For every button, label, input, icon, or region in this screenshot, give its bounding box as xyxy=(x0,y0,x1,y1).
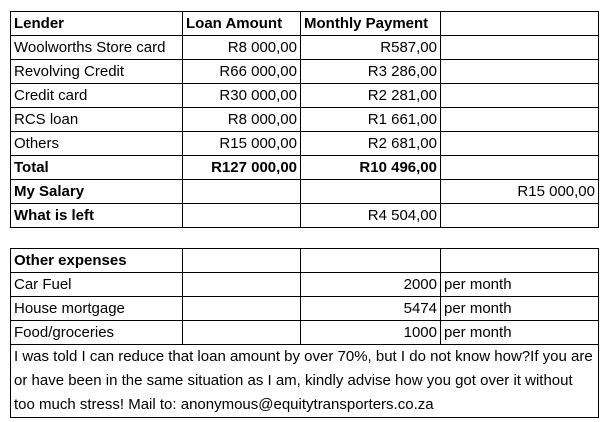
monthly-payment-cell[interactable]: R1 661,00 xyxy=(301,108,441,132)
expense-label[interactable]: House mortgage xyxy=(11,297,183,321)
empty-cell[interactable] xyxy=(11,228,183,249)
what-is-left-value[interactable]: R4 504,00 xyxy=(301,204,441,228)
header-lender[interactable]: Lender xyxy=(11,12,183,36)
monthly-payment-cell[interactable]: R2 281,00 xyxy=(301,84,441,108)
loan-amount-cell[interactable]: R66 000,00 xyxy=(183,60,301,84)
empty-cell[interactable] xyxy=(183,273,301,297)
other-expenses-header-row xyxy=(11,249,599,273)
salary-label[interactable]: My Salary xyxy=(11,180,183,204)
loan-amount-cell[interactable]: R15 000,00 xyxy=(183,132,301,156)
total-loan-amount[interactable]: R127 000,00 xyxy=(183,156,301,180)
monthly-payment-cell[interactable]: R587,00 xyxy=(301,36,441,60)
budget-table xyxy=(10,11,599,418)
expense-label[interactable]: Food/groceries xyxy=(11,321,183,345)
total-row xyxy=(11,156,599,180)
expense-label[interactable]: Car Fuel xyxy=(11,273,183,297)
lender-cell[interactable]: Others xyxy=(11,132,183,156)
blank-row xyxy=(11,228,599,249)
expense-unit[interactable]: per month xyxy=(441,297,599,321)
expense-unit[interactable]: per month xyxy=(441,321,599,345)
header-loan-amount[interactable]: Loan Amount xyxy=(183,12,301,36)
loan-row xyxy=(11,84,599,108)
empty-cell[interactable] xyxy=(441,156,599,180)
note-cell[interactable]: I was told I can reduce that loan amount by over 70%, but I do not know how?If you are or have been in the same situation as I am, kindly advise how you got over it without too much stress! Mail to: anonymous@equitytransporters.co.za xyxy=(11,345,599,418)
expense-row xyxy=(11,321,599,345)
empty-cell[interactable] xyxy=(441,84,599,108)
salary-row xyxy=(11,180,599,204)
expense-value[interactable]: 2000 xyxy=(301,273,441,297)
empty-cell[interactable] xyxy=(441,108,599,132)
header-row xyxy=(11,12,599,36)
empty-cell[interactable] xyxy=(183,228,301,249)
empty-cell[interactable] xyxy=(183,204,301,228)
header-monthly-payment[interactable]: Monthly Payment xyxy=(301,12,441,36)
loan-amount-cell[interactable]: R8 000,00 xyxy=(183,108,301,132)
empty-cell[interactable] xyxy=(183,321,301,345)
expense-value[interactable]: 5474 xyxy=(301,297,441,321)
loan-row xyxy=(11,36,599,60)
note-row xyxy=(11,345,599,418)
loan-row xyxy=(11,60,599,84)
spreadsheet xyxy=(10,11,599,418)
empty-cell[interactable] xyxy=(441,228,599,249)
other-expenses-title[interactable]: Other expenses xyxy=(11,249,183,273)
lender-cell[interactable]: RCS loan xyxy=(11,108,183,132)
what-is-left-label[interactable]: What is left xyxy=(11,204,183,228)
expense-unit[interactable]: per month xyxy=(441,273,599,297)
loan-amount-cell[interactable]: R30 000,00 xyxy=(183,84,301,108)
total-monthly-payment[interactable]: R10 496,00 xyxy=(301,156,441,180)
empty-cell[interactable] xyxy=(183,297,301,321)
loan-row xyxy=(11,108,599,132)
lender-cell[interactable]: Woolworths Store card xyxy=(11,36,183,60)
total-label[interactable]: Total xyxy=(11,156,183,180)
empty-cell[interactable] xyxy=(441,132,599,156)
monthly-payment-cell[interactable]: R3 286,00 xyxy=(301,60,441,84)
empty-cell[interactable] xyxy=(183,180,301,204)
empty-cell[interactable] xyxy=(441,249,599,273)
empty-cell[interactable] xyxy=(441,60,599,84)
lender-cell[interactable]: Revolving Credit xyxy=(11,60,183,84)
empty-cell[interactable] xyxy=(301,249,441,273)
empty-cell[interactable] xyxy=(301,180,441,204)
empty-cell[interactable] xyxy=(301,228,441,249)
expense-row xyxy=(11,273,599,297)
empty-cell[interactable] xyxy=(441,12,599,36)
expense-value[interactable]: 1000 xyxy=(301,321,441,345)
empty-cell[interactable] xyxy=(441,36,599,60)
empty-cell[interactable] xyxy=(441,204,599,228)
monthly-payment-cell[interactable]: R2 681,00 xyxy=(301,132,441,156)
salary-value[interactable]: R15 000,00 xyxy=(441,180,599,204)
empty-cell[interactable] xyxy=(183,249,301,273)
loan-amount-cell[interactable]: R8 000,00 xyxy=(183,36,301,60)
lender-cell[interactable]: Credit card xyxy=(11,84,183,108)
loan-row xyxy=(11,132,599,156)
expense-row xyxy=(11,297,599,321)
what-is-left-row xyxy=(11,204,599,228)
